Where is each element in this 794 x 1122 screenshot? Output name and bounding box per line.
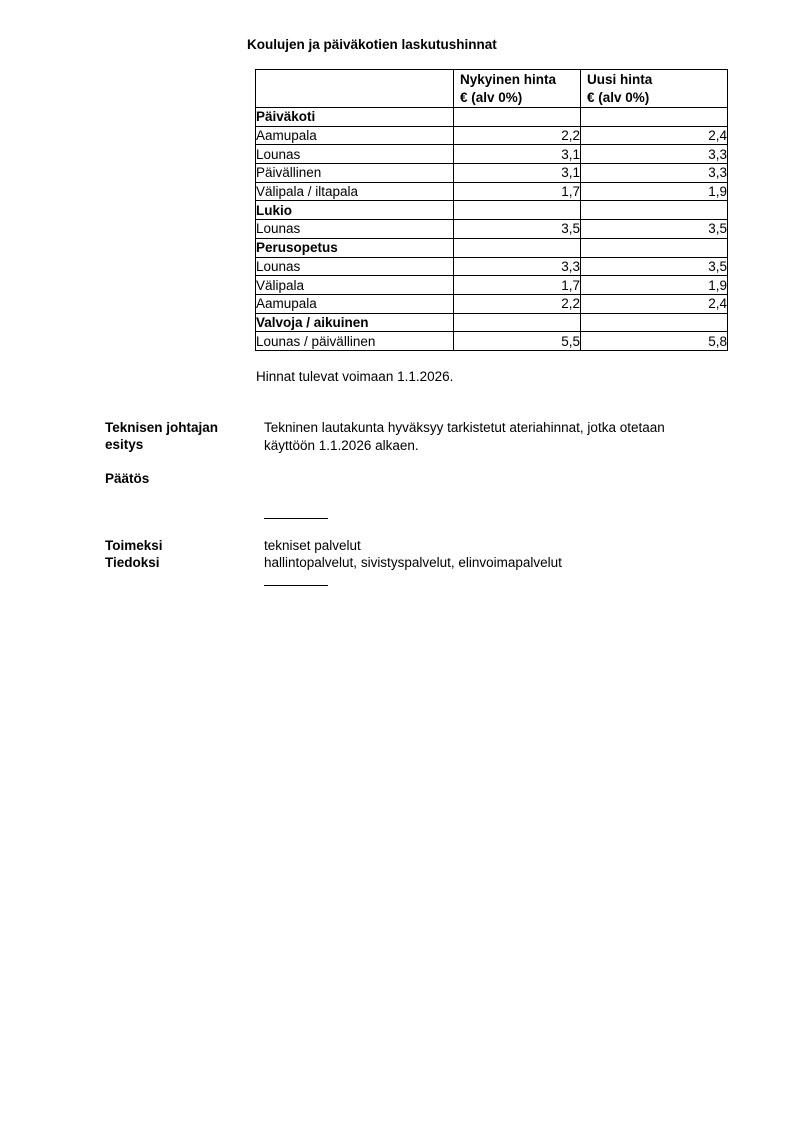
table-row	[256, 145, 728, 164]
table-category-row	[256, 238, 728, 257]
item-label: Aamupala	[256, 126, 454, 145]
header-current-price	[454, 70, 581, 108]
table-category-row	[256, 201, 728, 220]
table-row	[256, 294, 728, 313]
new-price-cell: 3,3	[581, 145, 728, 164]
header-new-price	[581, 70, 728, 108]
item-label: Lounas	[256, 220, 454, 239]
header-current-price-unit: € (alv 0%)	[460, 90, 523, 105]
current-price-cell: 2,2	[454, 294, 581, 313]
new-price-cell: 3,3	[581, 164, 728, 183]
table-category-row	[256, 108, 728, 127]
toimeksi-text: tekniset palvelut	[264, 538, 361, 553]
category-label: Lukio	[256, 201, 454, 220]
table-category-row	[256, 313, 728, 332]
decision-label: Päätös	[105, 471, 150, 486]
current-price-cell	[454, 313, 581, 332]
new-price-cell: 2,4	[581, 126, 728, 145]
item-label: Lounas / päivällinen	[256, 332, 454, 351]
tiedoksi-text: hallintopalvelut, sivistyspalvelut, elinvoimapalvelut	[264, 555, 562, 570]
header-new-price-unit: € (alv 0%)	[587, 90, 650, 105]
table-row	[256, 257, 728, 276]
proposal-label	[105, 419, 218, 453]
current-price-cell: 3,1	[454, 164, 581, 183]
header-empty-cell	[256, 70, 454, 108]
current-price-cell: 3,5	[454, 220, 581, 239]
item-label: Lounas	[256, 257, 454, 276]
proposal-label-line2: esitys	[105, 437, 144, 452]
table-row	[256, 182, 728, 201]
current-price-cell: 5,5	[454, 332, 581, 351]
category-label: Päiväkoti	[256, 108, 454, 127]
current-price-cell: 3,3	[454, 257, 581, 276]
table-row	[256, 164, 728, 183]
new-price-cell: 1,9	[581, 182, 728, 201]
table-row	[256, 220, 728, 239]
current-price-cell: 1,7	[454, 276, 581, 295]
divider-line	[264, 518, 328, 519]
item-label: Välipala	[256, 276, 454, 295]
current-price-cell	[454, 108, 581, 127]
table-row	[256, 276, 728, 295]
new-price-cell: 5,8	[581, 332, 728, 351]
item-label: Lounas	[256, 145, 454, 164]
item-label: Välipala / iltapala	[256, 182, 454, 201]
divider-line	[264, 585, 328, 586]
document-title: Koulujen ja päiväkotien laskutushinnat	[247, 37, 497, 52]
new-price-cell: 3,5	[581, 257, 728, 276]
category-label: Valvoja / aikuinen	[256, 313, 454, 332]
price-table-body	[256, 108, 728, 351]
tiedoksi-label: Tiedoksi	[105, 555, 160, 570]
proposal-text-line2: käyttöön 1.1.2026 alkaen.	[264, 438, 419, 453]
effective-date-note: Hinnat tulevat voimaan 1.1.2026.	[256, 369, 454, 384]
table-header-row	[256, 70, 728, 108]
price-table	[255, 69, 728, 351]
current-price-cell: 2,2	[454, 126, 581, 145]
proposal-label-line1: Teknisen johtajan	[105, 420, 219, 435]
header-new-price-title: Uusi hinta	[587, 72, 653, 87]
new-price-cell	[581, 313, 728, 332]
current-price-cell: 1,7	[454, 182, 581, 201]
toimeksi-label: Toimeksi	[105, 538, 163, 553]
current-price-cell	[454, 201, 581, 220]
new-price-cell	[581, 201, 728, 220]
proposal-text-line1: Tekninen lautakunta hyväksyy tarkistetut ateriahinnat, jotka otetaan	[264, 420, 665, 435]
table-row	[256, 126, 728, 145]
category-label: Perusopetus	[256, 238, 454, 257]
new-price-cell: 1,9	[581, 276, 728, 295]
table-row	[256, 332, 728, 351]
new-price-cell: 3,5	[581, 220, 728, 239]
item-label: Päivällinen	[256, 164, 454, 183]
new-price-cell	[581, 108, 728, 127]
current-price-cell	[454, 238, 581, 257]
new-price-cell: 2,4	[581, 294, 728, 313]
current-price-cell: 3,1	[454, 145, 581, 164]
header-current-price-title: Nykyinen hinta	[460, 72, 557, 87]
item-label: Aamupala	[256, 294, 454, 313]
proposal-text	[264, 419, 665, 455]
new-price-cell	[581, 238, 728, 257]
